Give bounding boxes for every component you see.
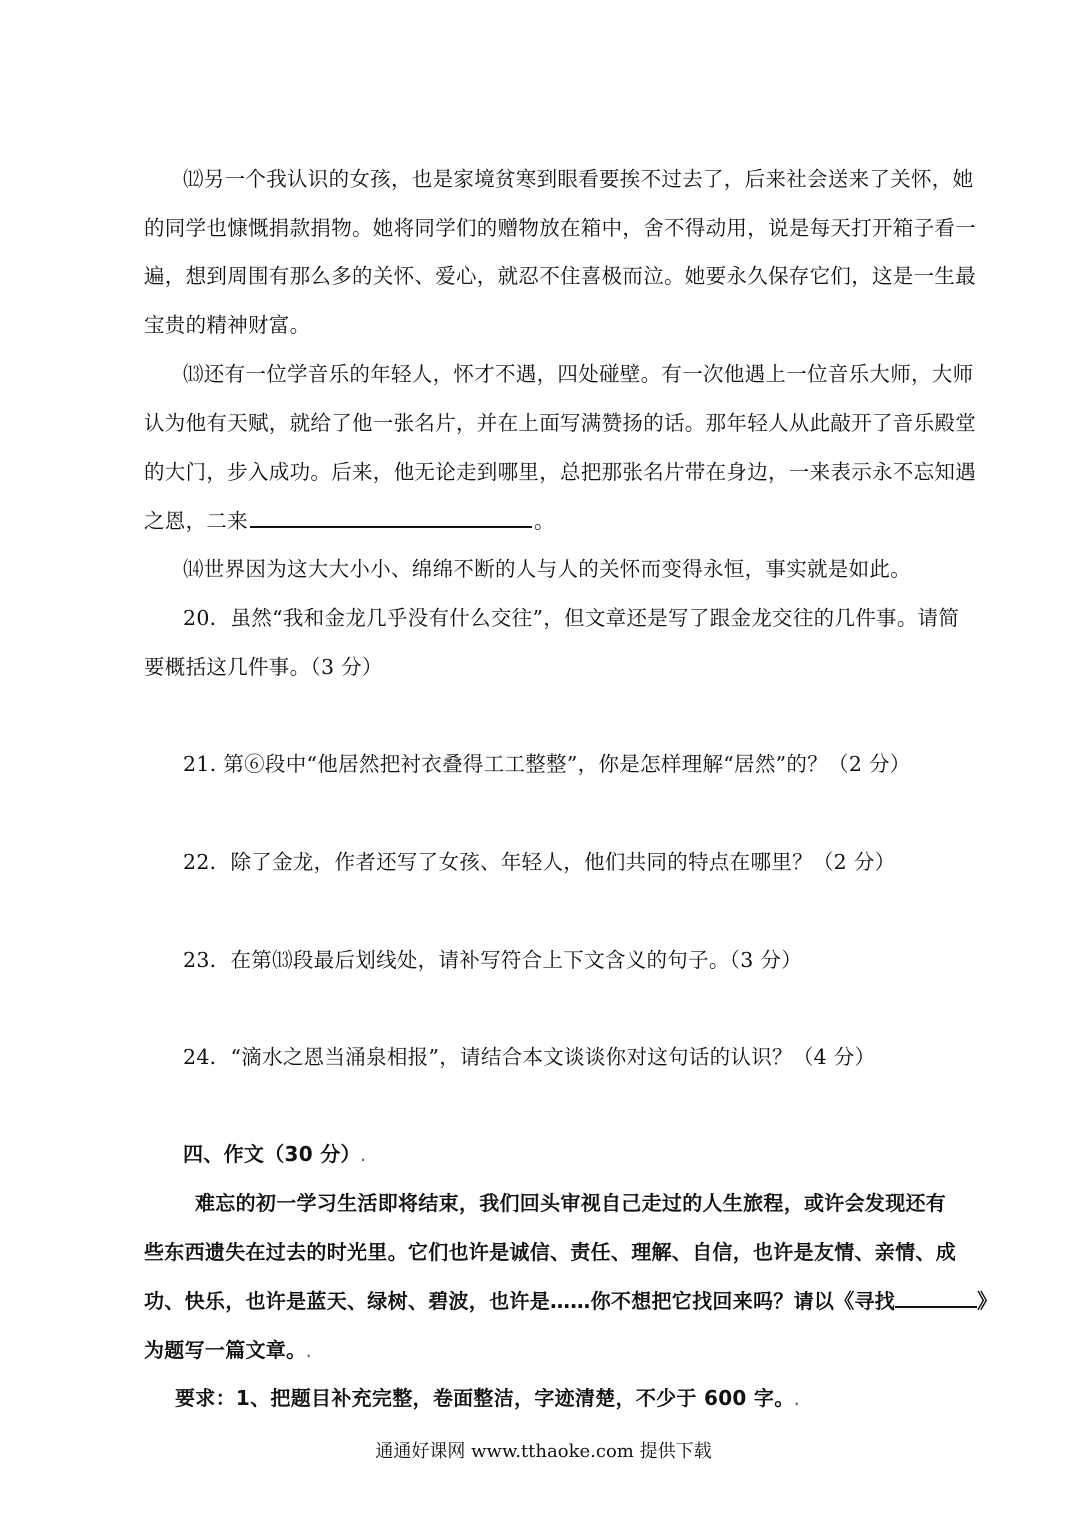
- para13-line-1: ⒀还有一位学音乐的年轻人，怀才不遇，四处碰壁。有一次他遇上一位音乐大师，大师: [183, 362, 974, 386]
- section-4-title-text: 四、作文（30 分）: [183, 1142, 361, 1166]
- marker-dot: .: [360, 1150, 366, 1164]
- page-footer: 通通好课网 www.tthaoke.com 提供下载: [375, 1441, 712, 1462]
- question-22: 22．除了金龙，作者还写了女孩、年轻人，他们共同的特点在哪里？（2 分）: [183, 850, 896, 874]
- para13-line-4: [144, 504, 555, 534]
- essay-line-3-text: 功、快乐，也许是蓝天、绿树、碧波，也许是……你不想把它找回来吗？请以《寻找: [144, 1289, 896, 1313]
- para14: ⒁世界因为这大大小小、绵绵不断的人与人的关怀而变得永恒，事实就是如此。: [183, 557, 911, 581]
- para12-line-2: 的同学也慷慨捐款捐物。她将同学们的赠物放在箱中，舍不得动用，说是每天打开箱子看一: [144, 216, 976, 240]
- question-24: 24．“滴水之恩当涌泉相报”，请结合本文谈谈你对这句话的认识？（4 分）: [183, 1045, 876, 1069]
- essay-line-3-end: 》: [977, 1289, 998, 1313]
- question-21: 21. 第⑥段中“他居然把衬衣叠得工工整整”，你是怎样理解“居然”的？（2 分）: [183, 752, 911, 776]
- question-20-line-2: 要概括这几件事。（3 分）: [144, 655, 383, 679]
- para13-line-2: 认为他有天赋，就给了他一张名片，并在上面写满赞扬的话。那年轻人从此敲开了音乐殿堂: [144, 411, 976, 435]
- essay-line-2: 些东西遗失在过去的时光里。它们也许是诚信、责任、理解、自信，也许是友情、亲情、成: [144, 1240, 956, 1264]
- requirement-text: 要求：1、把题目补充完整，卷面整洁，字迹清楚，不少于 600 字。: [175, 1386, 795, 1410]
- essay-line-1: 难忘的初一学习生活即将结束，我们回头审视自己走过的人生旅程，或许会发现还有: [195, 1191, 947, 1215]
- essay-line-4: [144, 1334, 311, 1363]
- fill-in-blank: [250, 508, 532, 528]
- marker-dot: .: [794, 1394, 800, 1408]
- requirement: [175, 1382, 799, 1411]
- para12-line-3: 遍，想到周围有那么多的关怀、爱心，就忍不住喜极而泣。她要永久保存它们，这是一生最: [144, 264, 976, 288]
- question-20-line-1: 20．虽然“我和金龙几乎没有什么交往”，但文章还是写了跟金龙交往的几件事。请简: [183, 606, 960, 630]
- essay-line-4-text: 为题写一篇文章。: [144, 1338, 307, 1362]
- essay-line-3: [144, 1285, 997, 1314]
- section-4-title: [183, 1138, 366, 1167]
- title-blank: [895, 1288, 977, 1308]
- para12-line-4: 宝贵的精神财富。: [144, 313, 311, 337]
- para12-line-1: ⑿另一个我认识的女孩，也是家境贫寒到眼看要挨不过去了，后来社会送来了关怀，她: [183, 167, 974, 191]
- question-23: 23．在第⒀段最后划线处，请补写符合上下文含义的句子。（3 分）: [183, 948, 802, 972]
- para13-line-4-end: 。: [534, 509, 555, 533]
- para13-line-4-text: 之恩，二来: [144, 509, 248, 533]
- marker-dot: .: [306, 1346, 312, 1360]
- para13-line-3: 的大门，步入成功。后来，他无论走到哪里，总把那张名片带在身边，一来表示永不忘知遇: [144, 460, 976, 484]
